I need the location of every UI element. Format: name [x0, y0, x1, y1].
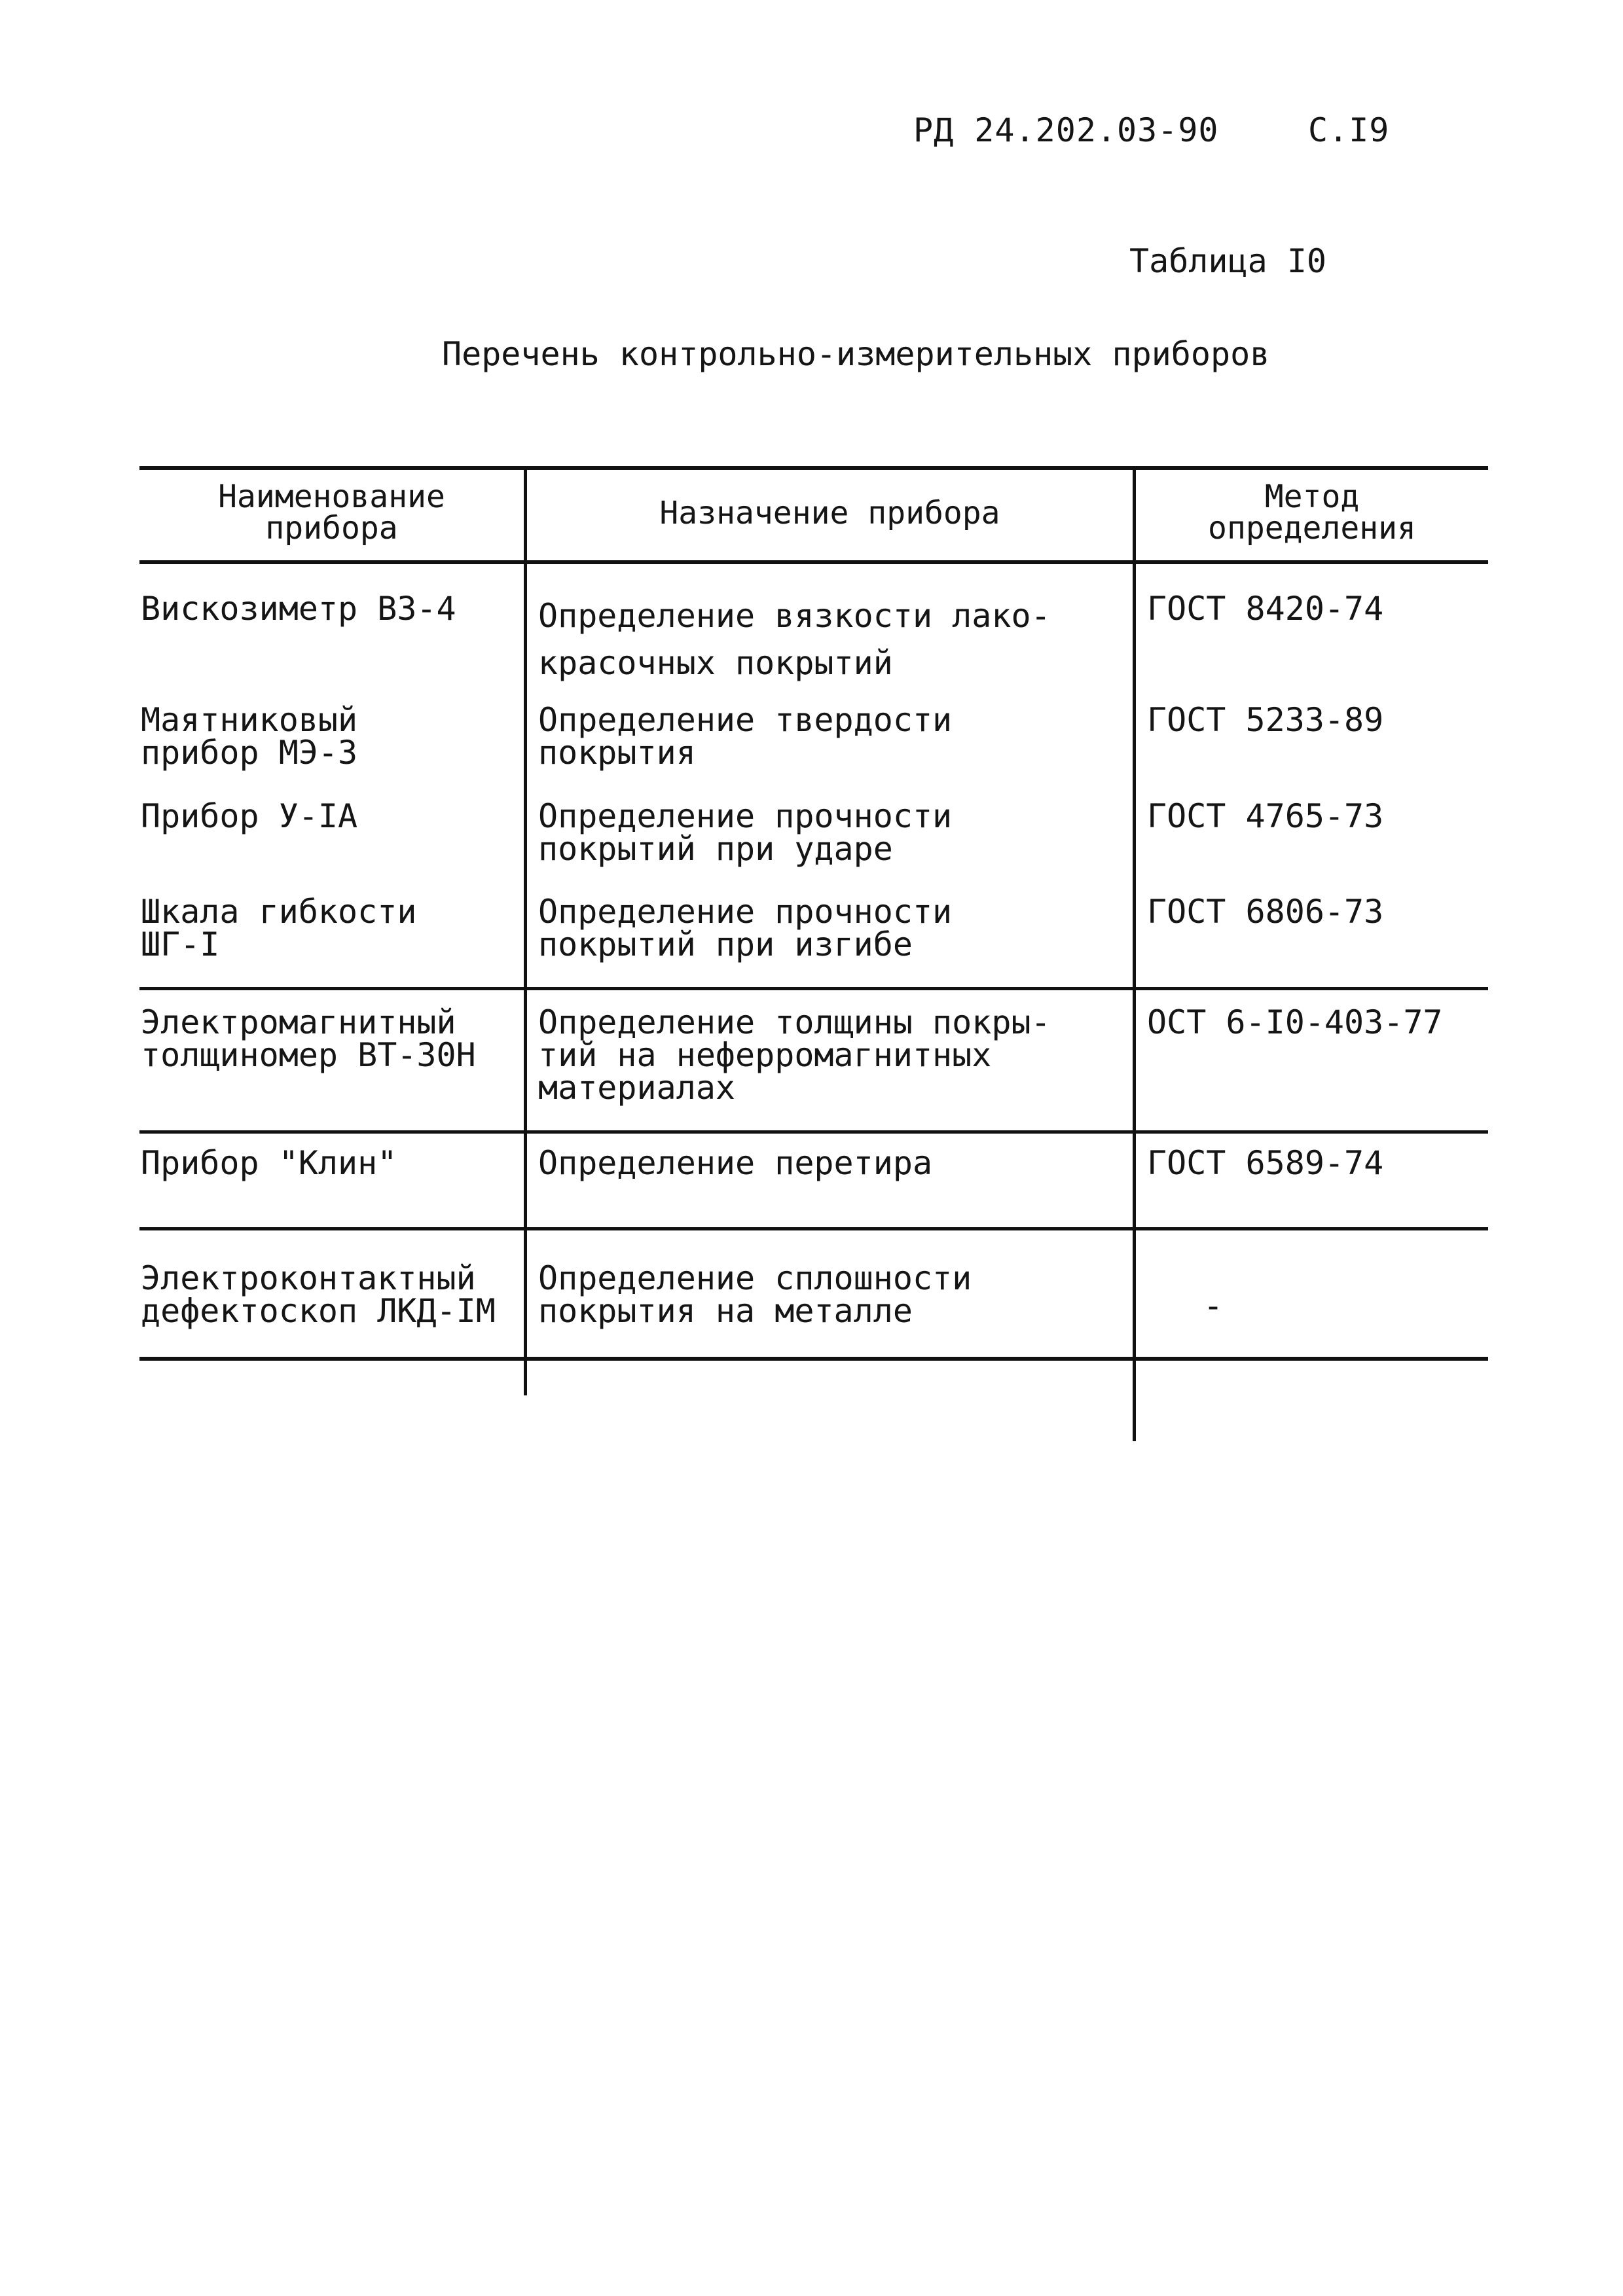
- row-4-method: ГОСТ 6806-73: [1147, 893, 1384, 931]
- column-header-name: Наименование прибора: [218, 478, 445, 547]
- row-2-name: Маятниковый прибор МЭ-3: [141, 701, 358, 772]
- row-4-purpose: Определение прочности покрытий при изгибе: [538, 893, 953, 963]
- row-separator: [139, 987, 1488, 990]
- table-label: Таблица I0: [1129, 242, 1327, 280]
- row-7-method: -: [1203, 1287, 1224, 1325]
- row-3-method: ГОСТ 4765-73: [1147, 797, 1384, 835]
- row-1-purpose: Определение вязкости лако- красочных покрытий: [538, 597, 1051, 682]
- row-separator: [139, 1130, 1488, 1134]
- row-5-method: ОСТ 6-I0-403-77: [1147, 1003, 1443, 1041]
- row-7-name: Электроконтактный дефектоскоп ЛКД-IМ: [141, 1259, 496, 1330]
- row-separator: [139, 1227, 1488, 1230]
- table-bottom-rule: [139, 1357, 1488, 1361]
- row-1-name: Вискозиметр ВЗ-4: [141, 590, 456, 628]
- page-number: С.I9: [1308, 111, 1390, 149]
- column-header-purpose: Назначение прибора: [659, 495, 1000, 531]
- row-6-purpose: Определение перетира: [538, 1144, 933, 1182]
- row-3-name: Прибор У-IА: [141, 797, 358, 835]
- row-5-name: Электромагнитный толщиномер ВТ-30Н: [141, 1003, 476, 1074]
- row-3-purpose: Определение прочности покрытий при ударе: [538, 797, 953, 868]
- document-code: РД 24.202.03-90: [913, 111, 1219, 149]
- row-5-purpose: Определение толщины покры- тий на неферромагнитных материалах: [538, 1003, 1051, 1107]
- row-4-name: Шкала гибкости ШГ-I: [141, 893, 417, 963]
- header-bottom-rule: [139, 560, 1488, 564]
- row-6-name: Прибор "Клин": [141, 1144, 397, 1182]
- row-2-method: ГОСТ 5233-89: [1147, 701, 1384, 739]
- column-header-method: Метод определения: [1208, 478, 1416, 547]
- row-7-purpose: Определение сплошности покрытия на металле: [538, 1259, 972, 1330]
- row-6-method: ГОСТ 6589-74: [1147, 1144, 1384, 1182]
- row-1-method: ГОСТ 8420-74: [1147, 590, 1384, 628]
- table-title: Перечень контрольно-измерительных приборов: [442, 335, 1270, 373]
- row-2-purpose: Определение твердости покрытия: [538, 701, 953, 772]
- column-divider: [524, 466, 527, 1395]
- table-top-rule: [139, 466, 1488, 470]
- column-divider: [1133, 466, 1136, 1441]
